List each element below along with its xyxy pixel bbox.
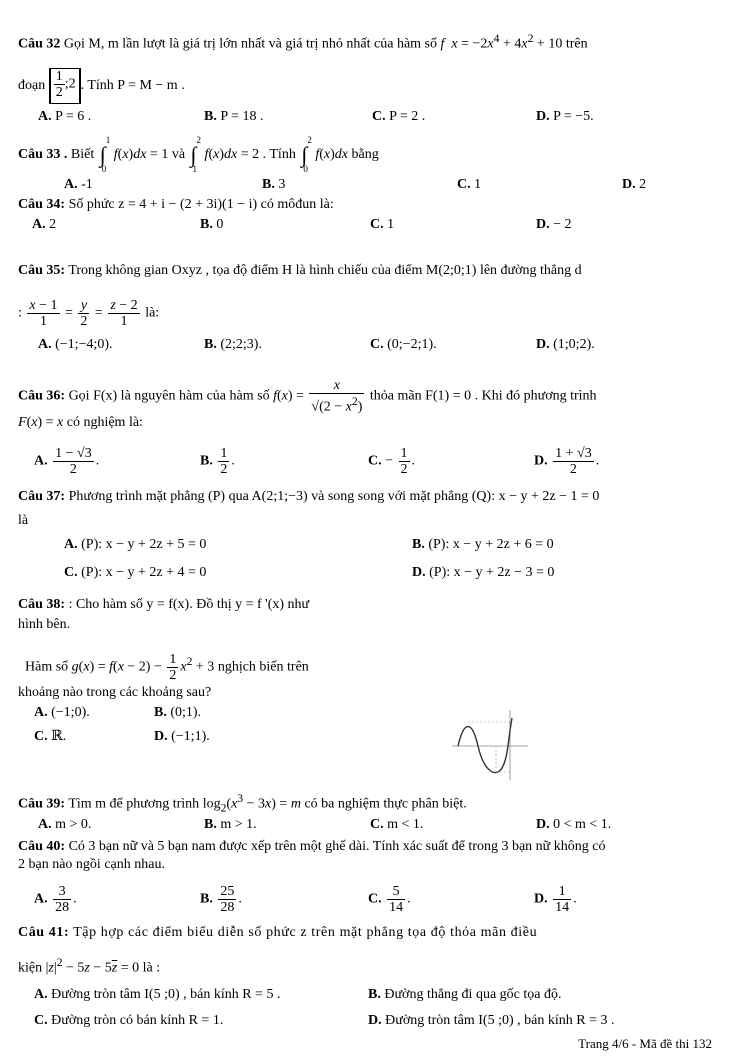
q39-option-d: D. 0 < m < 1. xyxy=(536,817,612,832)
q41-line2: kiện $|z|^2 - 5z - 5\overline{z} = 0$ là : xyxy=(18,956,161,976)
q34-option-d: D. − 2 xyxy=(536,217,572,232)
q34-option-c: C. 1 xyxy=(370,217,395,232)
q37-line2: là xyxy=(18,513,29,528)
derivative-graph xyxy=(450,706,532,782)
q35-line1: Câu 35: Trong không gian Oxyz , tọa độ điểm H là hình chiếu của điểm M(2;0;1) lên đường thẳng d xyxy=(18,263,582,278)
q38-line2: hình bên. xyxy=(18,617,71,632)
q36-option-c: C. − $\frac{1}{2}$ . xyxy=(368,446,416,477)
q39-option-c: C. m < 1. xyxy=(370,817,424,832)
q38-line1: Câu 38: : Cho hàm số y = f(x). Đồ thị y = f '(x) như xyxy=(18,597,310,612)
q36-line1: Câu 36: Gọi F(x) là nguyên hàm của hàm số f(x) = $\frac{x}{√(2 - x^2)}$ thỏa mãn F(1) = 0 . Khi đó phương trình xyxy=(18,378,597,415)
q35-option-c: C. (0;−2;1). xyxy=(370,337,437,352)
q41-option-d: D. Đường tròn tâm I(5 ;0) , bán kính R = 3 . xyxy=(368,1013,615,1028)
q36-option-d: D. $\frac{1 + √3}{2}$ . xyxy=(534,446,600,477)
graph-curve xyxy=(458,718,512,773)
q33-line: Câu 33 . Biết 1 ∫ 0 f(x)dx = 1 và 2 ∫ 1 f(x)dx = 2 . Tính 2 ∫ 0 f(x)dx bằng xyxy=(18,135,379,174)
q34-line: Câu 34: Số phức z = 4 + i − (2 + 3i)(1 − i) có môđun là: xyxy=(18,197,334,212)
q41-option-b: B. Đường thẳng đi qua gốc tọa độ. xyxy=(368,987,562,1002)
q37-line1: Câu 37: Phương trình mặt phẳng (P) qua A(2;1;−3) và song song với mặt phẳng (Q): x − y + 2z − 1 = 0 xyxy=(18,489,600,504)
q41-option-c: C. Đường tròn có bán kính R = 1. xyxy=(34,1013,224,1028)
q32-option-c: C. P = 2 . xyxy=(372,109,426,124)
q35-option-a: A. (−1;−4;0). xyxy=(38,337,113,352)
q34-option-a: A. 2 xyxy=(32,217,57,232)
q40-option-d: D. $\frac{1}{14}$ . xyxy=(534,884,577,915)
q38-option-d: D. (−1;1). xyxy=(154,729,210,744)
q38-line4: khoảng nào trong các khoảng sau? xyxy=(18,685,212,700)
q33-option-b: B. 3 xyxy=(262,177,286,192)
q37-option-a: A. (P): x − y + 2z + 5 = 0 xyxy=(64,537,207,552)
q38-option-a: A. (−1;0). xyxy=(34,705,90,720)
q40-option-a: A. $\frac{3}{28}$ . xyxy=(34,884,77,915)
q38-line3: Hàm số g(x) = f(x − 2) − $\frac{1}{2}$ $x^2 + 3$ nghịch biến trên xyxy=(25,652,309,683)
q35-option-d: D. (1;0;2). xyxy=(536,337,595,352)
q41-option-a: A. Đường tròn tâm I(5 ;0) , bán kính R = 5 . xyxy=(34,987,281,1002)
q38-option-c: C. ℝ. xyxy=(34,729,67,744)
q37-option-d: D. (P): x − y + 2z − 3 = 0 xyxy=(412,565,555,580)
q40-option-b: B. $\frac{25}{28}$ . xyxy=(200,884,242,915)
q39-option-b: B. m > 1. xyxy=(204,817,257,832)
q32-option-b: B. P = 18 . xyxy=(204,109,264,124)
q36-option-b: B. $\frac{1}{2}$ . xyxy=(200,446,235,477)
q37-option-c: C. (P): x − y + 2z + 4 = 0 xyxy=(64,565,207,580)
q35-option-b: B. (2;2;3). xyxy=(204,337,262,352)
q33-option-c: C. 1 xyxy=(457,177,482,192)
q40-line2: 2 bạn nào ngồi cạnh nhau. xyxy=(18,857,165,872)
q34-option-b: B. 0 xyxy=(200,217,224,232)
q41-line1: Câu 41: Tập hợp các điểm biểu diễn số phức z trên mặt phẳng tọa độ thỏa mãn điều xyxy=(18,925,538,940)
q36-option-a: A. $\frac{1 - √3}{2}$ . xyxy=(34,446,100,477)
q39-option-a: A. m > 0. xyxy=(38,817,92,832)
q32-line1: Câu 32 Gọi M, m lần lượt là giá trị lớn nhất và giá trị nhỏ nhất của hàm số f $x = -2x^4 + 4x^2 + 10$ trên xyxy=(18,32,588,52)
q32-option-d: D. P = −5. xyxy=(536,109,594,124)
q40-option-c: C. $\frac{5}{14}$ . xyxy=(368,884,411,915)
q37-option-b: B. (P): x − y + 2z + 6 = 0 xyxy=(412,537,554,552)
q33-option-d: D. 2 xyxy=(622,177,647,192)
q40-line1: Câu 40: Có 3 bạn nữ và 5 bạn nam được xếp trên một ghế dài. Tính xác suất để trong 3 bạn nữ không có xyxy=(18,839,606,854)
q38-option-b: B. (0;1). xyxy=(154,705,202,720)
q32-line2: đoạn $\frac{1}{2}$ ;2 . Tính P = M − m . xyxy=(18,68,185,104)
q36-line2: F(x) = x có nghiệm là: xyxy=(18,415,143,430)
q33-option-a: A. -1 xyxy=(64,177,93,192)
page-footer: Trang 4/6 - Mã đề thi 132 xyxy=(578,1036,712,1051)
q35-line2: : $\frac{x - 1}{1}$ = $\frac{y}{2}$ = $\frac{z - 2}{1}$ là: xyxy=(18,298,160,329)
q32-interval: $\frac{1}{2}$ ;2 xyxy=(49,68,81,104)
q32-option-a: A. P = 6 . xyxy=(38,109,92,124)
q39-line: Câu 39: Tìm m để phương trình $\log_2(x^3 - 3x) = m$ có ba nghiệm thực phân biệt. xyxy=(18,792,467,815)
